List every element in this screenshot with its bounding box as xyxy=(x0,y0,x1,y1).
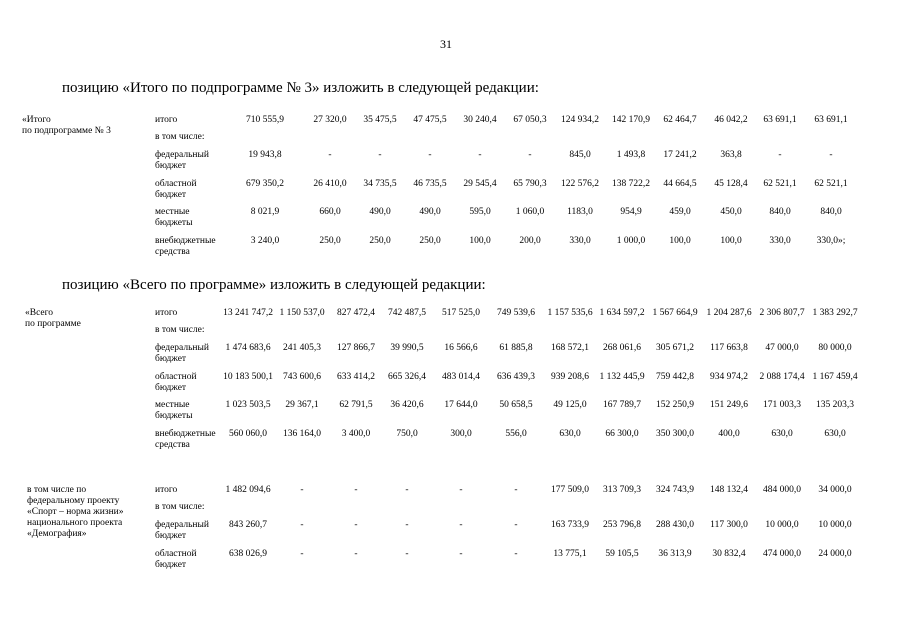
table-cell: 49 125,0 xyxy=(553,400,587,410)
table-cell: - xyxy=(300,548,304,559)
table-cell: 1 132 445,9 xyxy=(599,371,645,382)
table-cell: 743 600,6 xyxy=(283,371,321,382)
table-cell: - xyxy=(778,149,782,160)
table-cell: 36 313,9 xyxy=(658,548,692,559)
position-label-line: «Всего xyxy=(25,307,54,318)
row-label-line: бюджет xyxy=(155,530,187,541)
row-federal-budget xyxy=(0,343,905,365)
table-cell: 1 204 287,6 xyxy=(706,307,752,318)
table-cell: 840,0 xyxy=(769,207,791,217)
row-label-line: федеральный xyxy=(155,519,209,530)
table-cell: 1 567 664,9 xyxy=(652,307,698,318)
table-cell: 845,0 xyxy=(569,149,591,160)
table-cell: 363,8 xyxy=(720,149,742,160)
position-label-line: федеральному проекту xyxy=(27,495,120,506)
table-rows xyxy=(0,485,905,575)
table-cell: - xyxy=(300,519,304,530)
table-cell: 595,0 xyxy=(469,207,491,217)
row-label-line: внебюджетные xyxy=(155,429,216,439)
table-cell: 142 170,9 xyxy=(612,114,650,125)
table-cell: 17 644,0 xyxy=(444,400,478,410)
table-cell: 459,0 xyxy=(669,207,691,217)
table-cell: 17 241,2 xyxy=(663,149,697,160)
table-cell: 63 691,1 xyxy=(814,114,848,125)
row-label xyxy=(155,308,177,319)
table-cell: 250,0 xyxy=(369,236,391,246)
table-cell: 34 735,5 xyxy=(363,178,397,189)
table-cell: 168 572,1 xyxy=(551,342,589,353)
table-cell: 10 183 500,1 xyxy=(223,371,273,382)
table-cell: 29 545,4 xyxy=(463,178,497,189)
table-cell: 135 203,3 xyxy=(816,400,854,410)
table-cell: - xyxy=(354,484,358,495)
table-cell: 1 634 597,2 xyxy=(599,307,645,318)
row-label xyxy=(155,132,205,143)
table-cell: 80 000,0 xyxy=(818,342,852,353)
table-cell: - xyxy=(354,519,358,530)
row-label-line: бюджет xyxy=(155,160,187,171)
table-cell: 2 306 807,7 xyxy=(759,307,805,318)
row-label-line: в том числе: xyxy=(155,324,205,335)
table-cell: 62 521,1 xyxy=(763,178,797,189)
row-regional-budget xyxy=(0,549,905,571)
row-regional-budget xyxy=(0,372,905,394)
row-label xyxy=(155,179,197,201)
table-cell: 1 493,8 xyxy=(616,149,646,160)
table-cell: 35 475,5 xyxy=(363,114,397,125)
table-cell: 400,0 xyxy=(718,429,740,439)
row-label xyxy=(155,372,197,394)
table-cell: 200,0 xyxy=(519,236,541,246)
row-label xyxy=(155,343,209,365)
table-cell: 136 164,0 xyxy=(283,429,321,439)
table-cell: 13 775,1 xyxy=(553,548,587,559)
table-cell: 324 743,9 xyxy=(656,484,694,495)
table-cell: 288 430,0 xyxy=(656,519,694,530)
table-cell: 10 000,0 xyxy=(765,519,799,530)
table-cell: 1 000,0 xyxy=(616,236,646,246)
table-cell: 46 735,5 xyxy=(413,178,447,189)
table-cell: 1 474 683,6 xyxy=(225,342,271,353)
table-cell: 679 350,2 xyxy=(246,178,284,189)
table-cell: 19 943,8 xyxy=(248,149,282,160)
table-cell: - xyxy=(514,484,518,495)
row-label-line: в том числе: xyxy=(155,501,205,512)
table-cell: 1 060,0 xyxy=(515,207,545,217)
row-label-line: итого xyxy=(155,484,178,495)
table-cell: 122 576,2 xyxy=(561,178,599,189)
row-label-line: федеральный xyxy=(155,149,209,160)
table-cell: 39 990,5 xyxy=(390,342,424,353)
table-cell: 171 003,3 xyxy=(763,400,801,410)
table-cell: 630,0 xyxy=(559,429,581,439)
table-cell: 117 300,0 xyxy=(710,519,748,530)
row-label-line: в том числе: xyxy=(155,131,205,142)
table-cell: 750,0 xyxy=(396,429,418,439)
table-cell: - xyxy=(405,548,409,559)
row-label-line: внебюджетные xyxy=(155,236,216,246)
table-cell: 710 555,9 xyxy=(246,114,284,125)
table-cell: 2 088 174,4 xyxy=(759,371,805,382)
table-cell: 517 525,0 xyxy=(442,307,480,318)
section-heading-subprogram-total: позицию «Итого по подпрограмме № 3» изложить в следующей редакции: xyxy=(62,80,539,96)
row-label-line: средства xyxy=(155,440,190,450)
table-cell: 151 249,6 xyxy=(710,400,748,410)
row-federal-budget xyxy=(0,150,905,172)
table-cell: 16 566,6 xyxy=(444,342,478,353)
table-cell: 1 383 292,7 xyxy=(812,307,858,318)
table-cell: 100,0 xyxy=(469,236,491,246)
table-cell: 10 000,0 xyxy=(818,519,852,530)
table-cell: 1 157 535,6 xyxy=(547,307,593,318)
table-cell: 46 042,2 xyxy=(714,114,748,125)
table-cell: 1 150 537,0 xyxy=(279,307,325,318)
table-cell: 127 866,7 xyxy=(337,342,375,353)
table-cell: 630,0 xyxy=(824,429,846,439)
position-label-line: в том числе по xyxy=(27,484,87,495)
row-label xyxy=(155,115,177,126)
table-cell: 124 934,2 xyxy=(561,114,599,125)
table-cell: 843 260,7 xyxy=(229,519,267,530)
table-cell: 300,0 xyxy=(450,429,472,439)
table-cell: 3 400,0 xyxy=(341,429,371,439)
row-local-budgets xyxy=(0,207,905,229)
table-cell: 350 300,0 xyxy=(656,429,694,439)
table-cell: 759 442,8 xyxy=(656,371,694,382)
table-cell: 954,9 xyxy=(620,207,642,217)
table-cell: 305 671,2 xyxy=(656,342,694,353)
row-label-line: бюджет xyxy=(155,353,187,364)
row-label xyxy=(155,549,197,571)
table-cell: 253 796,8 xyxy=(603,519,641,530)
table-cell: 749 539,6 xyxy=(497,307,535,318)
table-cell: 250,0 xyxy=(319,236,341,246)
row-label xyxy=(155,325,205,336)
table-cell: - xyxy=(459,548,463,559)
table-cell: 148 132,4 xyxy=(710,484,748,495)
table-cell: 560 060,0 xyxy=(229,429,267,439)
table-cell: 490,0 xyxy=(369,207,391,217)
row-label xyxy=(155,236,216,258)
table-cell: 633 414,2 xyxy=(337,371,375,382)
table-rows xyxy=(0,308,905,453)
row-label xyxy=(155,429,216,451)
row-label-line: бюджет xyxy=(155,189,187,200)
table-cell: - xyxy=(405,484,409,495)
position-label-line: по программе xyxy=(25,318,81,329)
table-cell: 660,0 xyxy=(319,207,341,217)
row-label-line: бюджеты xyxy=(155,218,193,228)
table-cell: 65 790,3 xyxy=(513,178,547,189)
table-cell: 62 791,5 xyxy=(339,400,373,410)
row-local-budgets xyxy=(0,400,905,422)
table-cell: 50 658,5 xyxy=(499,400,533,410)
table-cell: 177 509,0 xyxy=(551,484,589,495)
table-cell: - xyxy=(829,149,833,160)
table-cell: 62 521,1 xyxy=(814,178,848,189)
table-cell: 36 420,6 xyxy=(390,400,424,410)
table-cell: 484 000,0 xyxy=(763,484,801,495)
table-cell: 330,0 xyxy=(569,236,591,246)
table-cell: 556,0 xyxy=(505,429,527,439)
table-cell: - xyxy=(478,149,482,160)
row-extrabudgetary-funds xyxy=(0,429,905,451)
table-cell: 1183,0 xyxy=(567,207,593,217)
row-label-line: местные xyxy=(155,400,190,410)
position-label-line: по подпрограмме № 3 xyxy=(22,125,111,136)
row-label xyxy=(155,400,192,422)
table-cell: 27 320,0 xyxy=(313,114,347,125)
table-cell: 934 974,2 xyxy=(710,371,748,382)
table-cell: 8 021,9 xyxy=(250,207,280,217)
table-cell: 66 300,0 xyxy=(605,429,639,439)
table-cell: - xyxy=(405,519,409,530)
table-cell: - xyxy=(378,149,382,160)
table-cell: 47 000,0 xyxy=(765,342,799,353)
position-label-line: «Демография» xyxy=(27,528,87,539)
table-cell: 1 167 459,4 xyxy=(812,371,858,382)
row-extrabudgetary-funds xyxy=(0,236,905,258)
table-cell: 827 472,4 xyxy=(337,307,375,318)
table-cell: 67 050,3 xyxy=(513,114,547,125)
table-cell: 268 061,6 xyxy=(603,342,641,353)
position-label-line: национального проекта xyxy=(27,517,123,528)
table-cell: 24 000,0 xyxy=(818,548,852,559)
table-cell: - xyxy=(459,519,463,530)
table-cell: 330,0»; xyxy=(816,236,846,246)
table-cell: 30 240,4 xyxy=(463,114,497,125)
table-cell: 45 128,4 xyxy=(714,178,748,189)
table-cell: 474 000,0 xyxy=(763,548,801,559)
table-cell: 117 663,8 xyxy=(710,342,748,353)
table-cell: 62 464,7 xyxy=(663,114,697,125)
table-cell: 742 487,5 xyxy=(388,307,426,318)
row-label-line: бюджет xyxy=(155,382,187,393)
row-regional-budget xyxy=(0,179,905,201)
table-cell: 167 789,7 xyxy=(603,400,641,410)
table-cell: 638 026,9 xyxy=(229,548,267,559)
row-label-line: областной xyxy=(155,371,197,382)
table-cell: 313 709,3 xyxy=(603,484,641,495)
table-cell: 34 000,0 xyxy=(818,484,852,495)
table-cell: 1 023 503,5 xyxy=(225,400,271,410)
table-cell: 26 410,0 xyxy=(313,178,347,189)
table-cell: 138 722,2 xyxy=(612,178,650,189)
table-cell: 47 475,5 xyxy=(413,114,447,125)
row-label xyxy=(155,207,192,229)
table-cell: 100,0 xyxy=(669,236,691,246)
row-label xyxy=(155,485,177,496)
table-cell: 330,0 xyxy=(769,236,791,246)
row-label-line: местные xyxy=(155,207,190,217)
position-label-line: «Спорт – норма жизни» xyxy=(27,506,124,517)
table-cell: 100,0 xyxy=(720,236,742,246)
table-cell: 163 733,9 xyxy=(551,519,589,530)
page-number: 31 xyxy=(440,37,452,51)
table-cell: 1 482 094,6 xyxy=(225,484,271,495)
table-cell: 3 240,0 xyxy=(250,236,280,246)
table-cell: - xyxy=(428,149,432,160)
table-cell: - xyxy=(514,548,518,559)
table-program-total xyxy=(0,308,905,453)
table-cell: - xyxy=(328,149,332,160)
row-label xyxy=(155,502,205,513)
table-cell: - xyxy=(300,484,304,495)
table-cell: 152 250,9 xyxy=(656,400,694,410)
section-heading-program-total: позицию «Всего по программе» изложить в следующей редакции: xyxy=(62,277,486,293)
row-label-line: федеральный xyxy=(155,342,209,353)
position-label-line: «Итого xyxy=(22,114,51,125)
table-cell: - xyxy=(514,519,518,530)
table-cell: 61 885,8 xyxy=(499,342,533,353)
table-cell: 29 367,1 xyxy=(285,400,319,410)
table-cell: 483 014,4 xyxy=(442,371,480,382)
table-cell: - xyxy=(528,149,532,160)
table-cell: 250,0 xyxy=(419,236,441,246)
row-label-line: итого xyxy=(155,114,178,125)
table-cell: 44 664,5 xyxy=(663,178,697,189)
row-label-line: средства xyxy=(155,247,190,257)
table-cell: - xyxy=(354,548,358,559)
row-federal-budget xyxy=(0,517,905,542)
table-cell: - xyxy=(459,484,463,495)
table-rows xyxy=(0,115,905,260)
table-cell: 840,0 xyxy=(820,207,842,217)
table-federal-project xyxy=(0,485,905,575)
row-label xyxy=(155,520,209,542)
table-cell: 30 832,4 xyxy=(712,548,746,559)
row-label-line: бюджет xyxy=(155,559,187,570)
table-subprogram-3-total xyxy=(0,115,905,260)
table-cell: 630,0 xyxy=(771,429,793,439)
row-label-line: областной xyxy=(155,548,197,559)
row-label-line: бюджеты xyxy=(155,411,193,421)
table-cell: 939 208,6 xyxy=(551,371,589,382)
table-cell: 13 241 747,2 xyxy=(223,307,273,318)
table-cell: 450,0 xyxy=(720,207,742,217)
table-cell: 490,0 xyxy=(419,207,441,217)
table-cell: 636 439,3 xyxy=(497,371,535,382)
table-cell: 63 691,1 xyxy=(763,114,797,125)
table-cell: 59 105,5 xyxy=(605,548,639,559)
table-cell: 241 405,3 xyxy=(283,342,321,353)
table-cell: 665 326,4 xyxy=(388,371,426,382)
row-label xyxy=(155,150,209,172)
row-label-line: итого xyxy=(155,307,178,318)
row-label-line: областной xyxy=(155,178,197,189)
